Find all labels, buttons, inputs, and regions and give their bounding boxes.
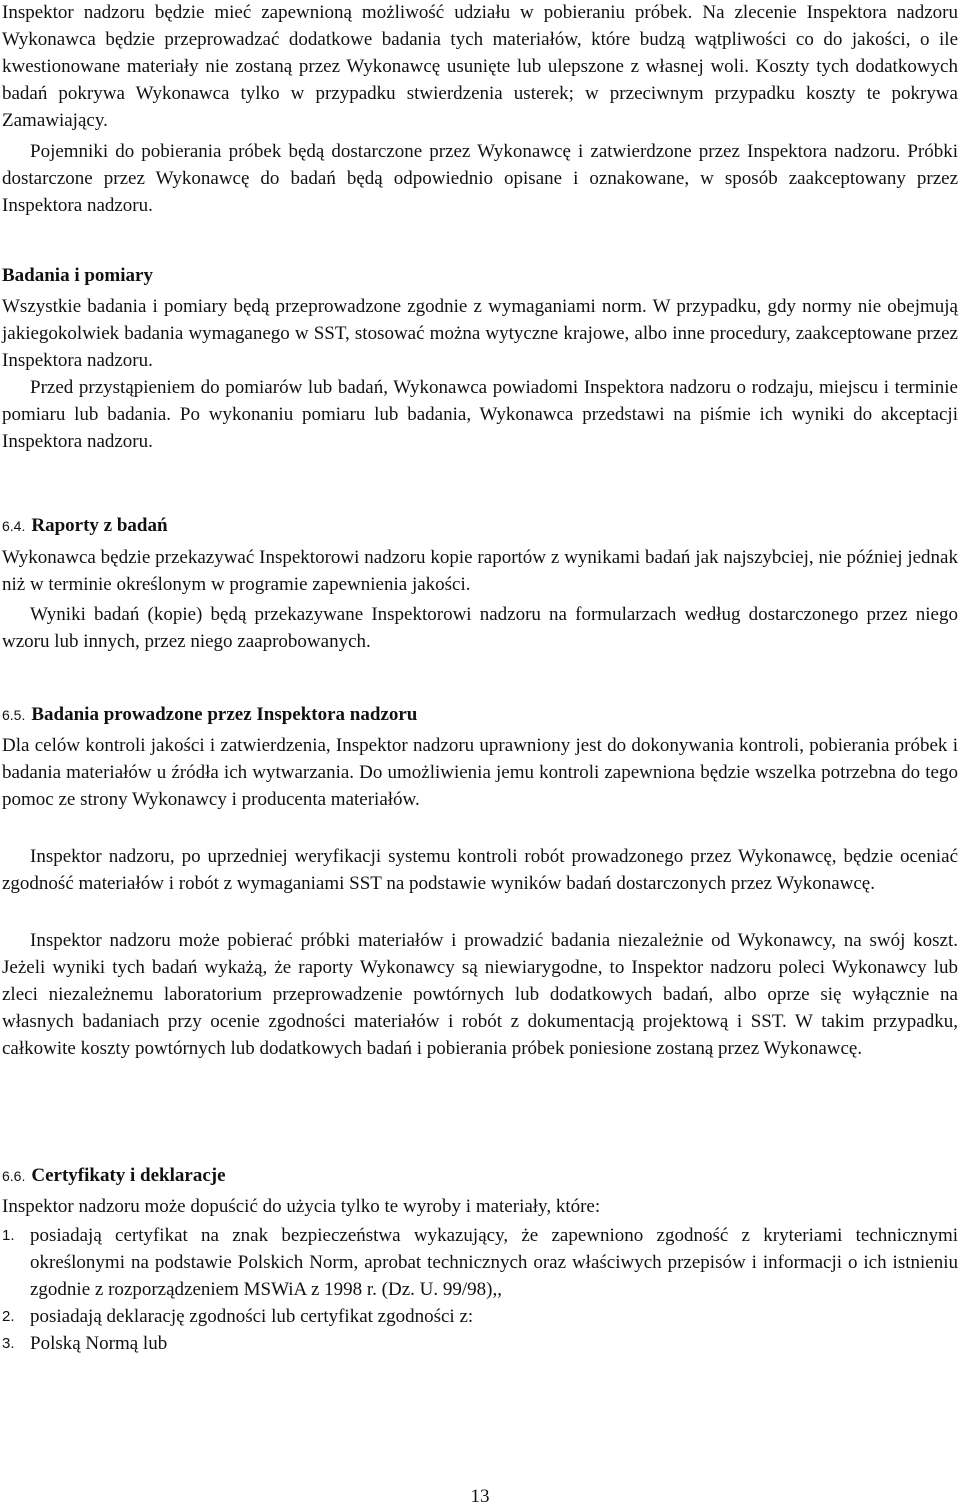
heading-badania-inspektora: [2, 701, 417, 729]
heading-raporty-z-badan: [2, 512, 168, 540]
list-item-text: Polską Normą lub: [30, 1333, 168, 1354]
section-title: Certyfikaty i deklaracje: [31, 1165, 226, 1186]
list-item: [2, 1222, 958, 1303]
certificate-criteria-list: [2, 1222, 958, 1357]
list-item-text: posiadają certyfikat na znak bezpieczeństwa wykazujący, że zapewniono zgodność z kryteriami technicznymi określonymi na podstawie Polskich Norm, aprobat technicznych oraz właściwych przepisów i informacji o ich istnieniu zgodnie z rozporządzeniem MSWiA z 1998 r. (Dz. U. 99/98),,: [30, 1225, 958, 1300]
list-item-text: posiadają deklarację zgodności lub certyfikat zgodności z:: [30, 1306, 474, 1327]
paragraph-inspektor-2: Inspektor nadzoru, po uprzedniej weryfikacji systemu kontroli robót prowadzonego przez Wykonawcę, będzie oceniać zgodność materiałów i robót z wymaganiami SST na podstawie wyników badań dostarczonych przez Wykonawcę.: [2, 846, 958, 894]
heading-badania-i-pomiary: Badania i pomiary: [2, 265, 153, 286]
list-item-number: 3.: [2, 1335, 15, 1352]
paragraph-badania-2: Przed przystąpieniem do pomiarów lub badań, Wykonawca powiadomi Inspektora nadzoru o rodzaju, miejscu i terminie pomiaru lub badania. Po wykonaniu pomiaru lub badania, Wykonawca przedstawi na piśmie ich wyniki do akceptacji Inspektora nadzoru.: [2, 377, 958, 452]
page-number: 13: [470, 1486, 490, 1507]
paragraph-raporty-1: Wykonawca będzie przekazywać Inspektorowi nadzoru kopie raportów z wynikami badań jak najszybciej, nie później jednak niż w terminie określonym w programie zapewnienia jakości.: [2, 547, 958, 595]
paragraph-badania-1: Wszystkie badania i pomiary będą przeprowadzone zgodnie z wymaganiami norm. W przypadku, gdy normy nie obejmują jakiegokolwiek badania wymaganego w SST, stosować można wytyczne krajowe, albo inne procedury, zaakceptowane przez Inspektora nadzoru.: [2, 296, 958, 371]
paragraph-certyfikaty-intro: Inspektor nadzoru może dopuścić do użycia tylko te wyroby i materiały, które:: [2, 1196, 601, 1217]
section-number: 6.4.: [2, 518, 26, 534]
list-item-number: 1.: [2, 1227, 15, 1244]
list-item: [2, 1303, 958, 1330]
section-title: Raporty z badań: [31, 515, 168, 536]
paragraph-inspektor-1: Dla celów kontroli jakości i zatwierdzenia, Inspektor nadzoru uprawniony jest do dokonywania kontroli, pobierania próbek i badania materiałów u źródła ich wytwarzania. Do umożliwienia jemu kontroli zapewniona będzie wszelka potrzebna do tego pomoc ze strony Wykonawcy i producenta materiałów.: [2, 735, 958, 810]
paragraph-raporty-2: Wyniki badań (kopie) będą przekazywane Inspektorowi nadzoru na formularzach według dostarczonego przez niego wzoru lub innych, przez niego zaaprobowanych.: [2, 604, 958, 652]
section-number: 6.5.: [2, 707, 26, 723]
section-title: Badania prowadzone przez Inspektora nadzoru: [31, 704, 418, 725]
heading-certyfikaty: [2, 1162, 226, 1190]
list-item-number: 2.: [2, 1308, 15, 1325]
paragraph-containers: Pojemniki do pobierania próbek będą dostarczone przez Wykonawcę i zatwierdzone przez Inspektora nadzoru. Próbki dostarczone przez Wykonawcę do badań będą odpowiednio opisane i oznakowane, w sposób zaakceptowany przez Inspektora nadzoru.: [2, 141, 958, 216]
paragraph-inspektor-3: Inspektor nadzoru może pobierać próbki materiałów i prowadzić badania niezależnie od Wykonawcy, na swój koszt. Jeżeli wyniki tych badań wykażą, że raporty Wykonawcy są niewiarygodne, to Inspektor nadzoru poleci Wykonawcy lub zleci niezależnemu laboratorium przeprowadzenie powtórnych lub dodatkowych badań, albo oprze się wyłącznie na własnych badaniach przy ocenie zgodności materiałów i robót z dokumentacją projektową i SST. W takim przypadku, całkowite koszty powtórnych lub dodatkowych badań i pobierania próbek poniesione zostaną przez Wykonawcę.: [2, 930, 958, 1059]
list-item: [2, 1330, 958, 1357]
section-number: 6.6.: [2, 1168, 26, 1184]
paragraph-sampling: Inspektor nadzoru będzie mieć zapewnioną możliwość udziału w pobieraniu próbek. Na zlecenie Inspektora nadzoru Wykonawca będzie przeprowadzać dodatkowe badania tych materiałów, które budzą wątpliwości co do jakości, o ile kwestionowane materiały nie zostaną przez Wykonawcę usunięte lub ulepszone z własnej woli. Koszty tych dodatkowych badań pokrywa Wykonawca tylko w przypadku stwierdzenia usterek; w przeciwnym przypadku koszty te pokrywa Zamawiający.: [2, 2, 958, 131]
